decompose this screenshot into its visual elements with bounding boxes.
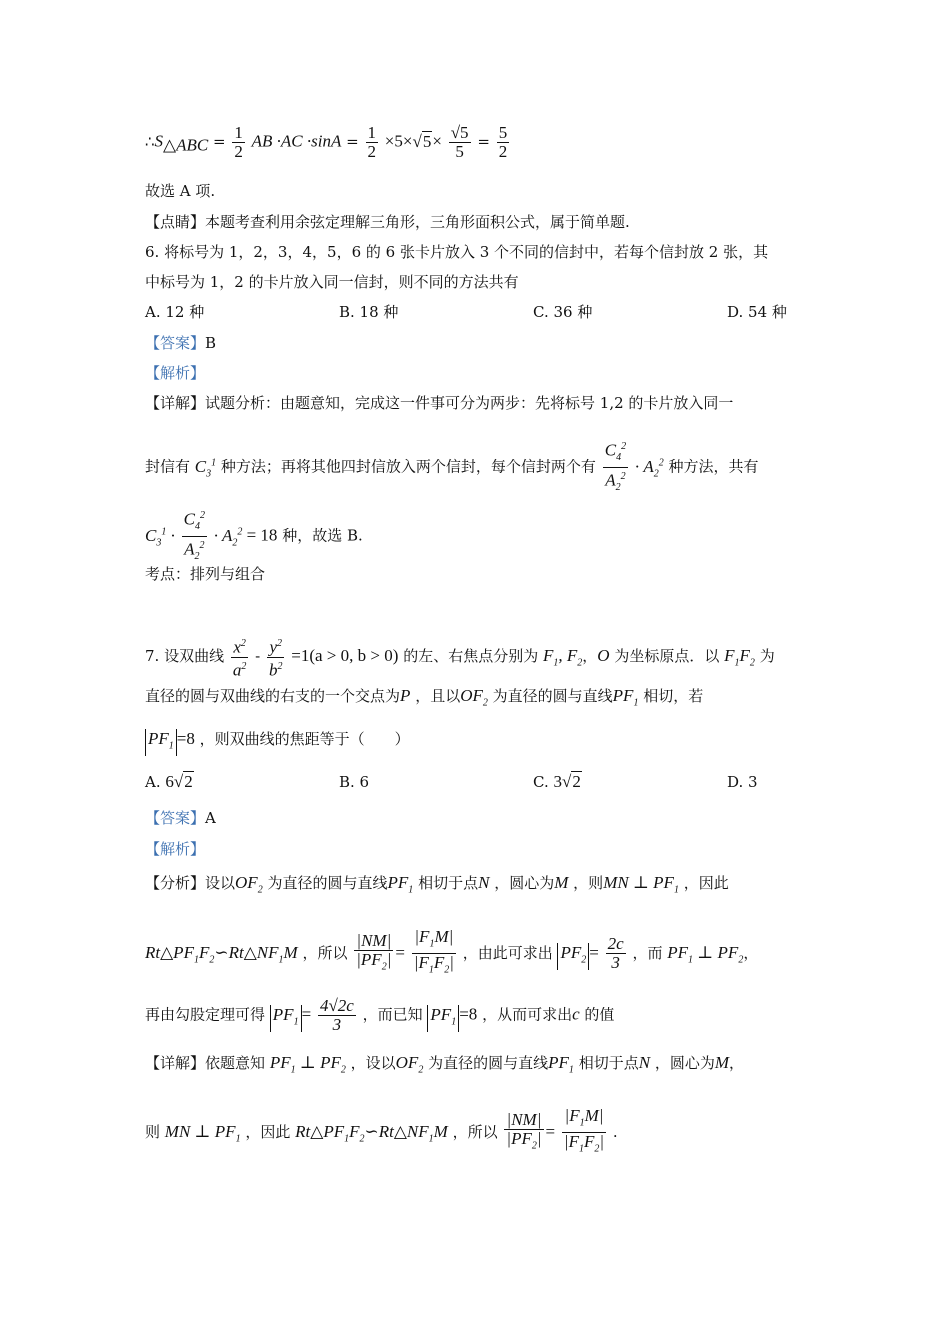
- q6-option-a: A. 12 种: [145, 303, 205, 321]
- q7-xiangjie2: 则 MN ⊥ $PF_1$ ，因此 $Rt\triangle PF_1F_2∽Rt\triangle NF_1M$ ，所以 $\frac{|NM|}{|PF_2|}$ = $\frac{|F_1M|}{|F_1F_2|}$ .: [145, 1106, 618, 1155]
- q6-kaodian: 考点：排列与组合: [145, 565, 266, 583]
- q7-xiangjie1: 【详解】依题意知 $PF_1$ ⊥ $PF_2$ ，设以$OF_2$ 为直径的圆与直线$PF_1$ 相切于点N ，圆心为M，: [145, 1053, 745, 1076]
- q7-fenxi1: 【分析】设以$OF_2$ 为直径的圆与直线$PF_1$ 相切于点N ，圆心为M ，则MN ⊥ $PF_1$ ，因此: [145, 873, 729, 896]
- q6-detail1: 【详解】试题分析：由题意知，完成这一件事可分为两步：先将标号 1,2 的卡片放入同一: [145, 394, 734, 412]
- q7-fenxi2: $Rt\triangle PF_1F_2∽Rt\triangle NF_1M$ ，所以 $\frac{|NM|}{|PF_2|}$ = $\frac{|F_1M|}{|F_1F_2|}$ ，由此可求出 $PF_2$ = $\frac{2c}{3}$ ，而 $PF_1$ ⊥ $PF_2$，: [145, 927, 759, 976]
- q7-line3: $PF_1 =8$ ，则双曲线的焦距等于（ ）: [145, 728, 410, 756]
- q6-answer: 【答案】B: [145, 334, 217, 352]
- q6-option-b: B. 18 种: [339, 303, 399, 321]
- q7-option-b: B. 6: [339, 773, 370, 791]
- q6-analysis: 【解析】: [145, 364, 206, 382]
- q7-option-c: C. 3√2: [533, 772, 581, 791]
- q7-option-a: A. 6√2: [145, 772, 193, 791]
- q7-fenxi3: 再由勾股定理可得 $PF_1$ = $\frac{4√2c}{3}$ ，而已知 $PF_1 =8$ ，从而可求出c 的值: [145, 996, 615, 1034]
- q6-option-d: D. 54 种: [727, 303, 787, 321]
- q6-line2: 中标号为 1，2 的卡片放入同一信封，则不同的方法共有: [145, 273, 519, 291]
- q6-line1: 6. 将标号为 1，2，3，4，5，6 的 6 张卡片放入 3 个不同的信封中，若每个信封放 2 张，其: [145, 243, 769, 261]
- q7-line2: 直径的圆与双曲线的右支的一个交点为P ，且以$OF_2$ 为直径的圆与直线$PF_1$ 相切，若: [145, 686, 704, 709]
- q6-detail3: $C_3^1$ · $\frac{C_4^2}{A_2^2}$ · $A_2^2 = 18$ 种，故选 B.: [145, 507, 363, 566]
- q6-detail2: 封信有 $C_3^1$ 种方法；再将其他四封信放入两个信封，每个信封两个有 $\frac{C_4^2}{A_2^2}$ · $A_2^2$ 种方法，共有: [145, 438, 759, 497]
- area-formula: $\therefore S_{\triangle ABC}$ = $\frac{1}{2}$ AB ·AC ·sinA = $\frac{1}{2}$ ×5×√5× $\frac{√5}{5}$ = $\frac{5}{2}$: [145, 123, 508, 161]
- comment-line: 【点睛】本题考查利用余弦定理解三角形，三角形面积公式，属于简单题.: [145, 213, 630, 231]
- q7-answer: 【答案】A: [145, 809, 216, 827]
- q6-option-c: C. 36 种: [533, 303, 593, 321]
- q7-analysis: 【解析】: [145, 840, 206, 858]
- q7-line1: 7. 设双曲线 $\frac{x^2}{a^2}$ - $\frac{y^2}{b^2}$ =1(a > 0, b > 0) 的左、右焦点分别为 $F_1$, $F_2$，O 为坐标原点．以 $F_1F_2$ 为: [145, 635, 775, 679]
- q7-option-d: D. 3: [727, 773, 758, 791]
- choose-line: 故选 A 项.: [145, 182, 216, 200]
